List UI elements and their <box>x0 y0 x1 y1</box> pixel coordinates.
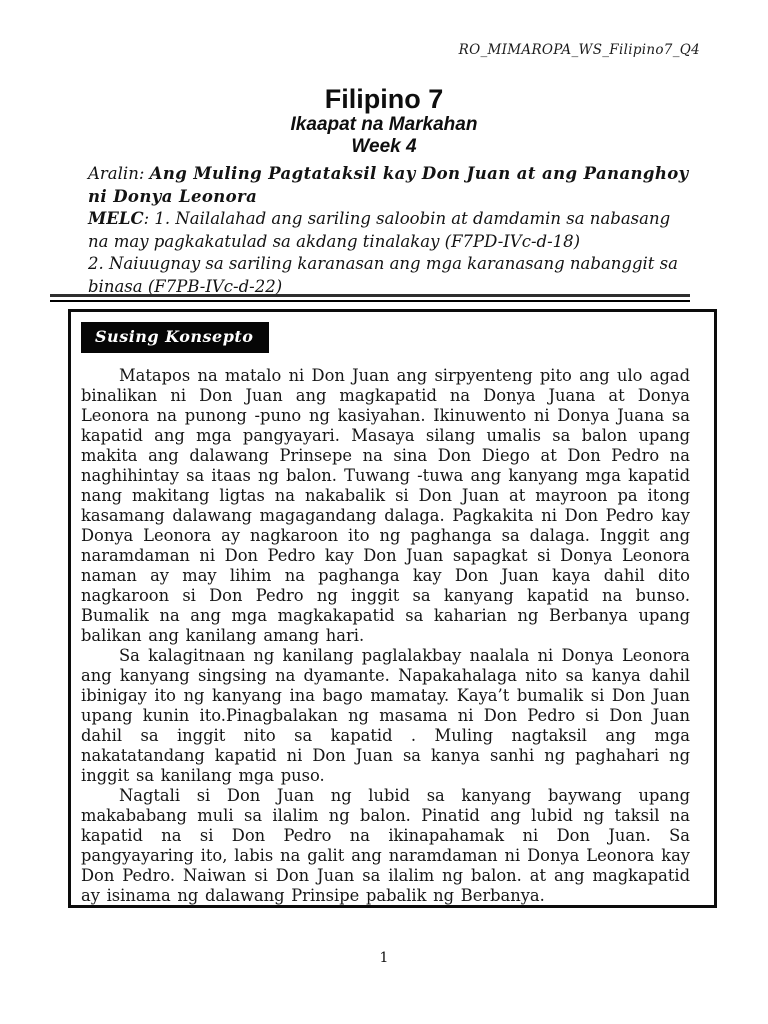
key-concept-label: Susing Konsepto <box>81 322 269 353</box>
document-code: RO_MIMAROPA_WS_Filipino7_Q4 <box>458 42 700 58</box>
title-block <box>0 84 768 158</box>
lesson-info-block <box>88 163 690 298</box>
melc-item-1: : 1. Nailalahad ang sariling saloobin at damdamin sa nabasang na may pagkakatulad sa akdang tinalakay (F7PD-IVc-d-18) <box>88 209 671 251</box>
melc-line-1 <box>88 208 690 253</box>
lesson-label: Aralin: <box>88 164 145 183</box>
week-subtitle: Week 4 <box>351 136 417 157</box>
melc-item-2: 2. Naiuugnay sa sariling karanasan ang mga karanasang nabanggit sa binasa (F7PB-IVc-d-22) <box>88 254 678 296</box>
document-title: Filipino 7 <box>324 84 444 114</box>
lesson-title: Ang Muling Pagtataksil kay Don Juan at ang Pananghoy ni Donya Leonora <box>88 164 689 206</box>
melc-label: MELC <box>88 209 144 228</box>
concept-paragraph-2: Sa kalagitnaan ng kanilang paglalakbay naalala ni Donya Leonora ang kanyang singsing na dyamante. Napakahalaga nito sa kanya dahil ibinigay ito ng kanyang ina bago mamatay. Kaya’t bumalik si Don Juan upang kunin ito.Pinagbalakan ng masama ni Don Pedro si Don Juan dahil sa inggit nito sa kapatid . Muling nagtaksil ang mga nakatatandang kapatid ni Don Juan sa kanya sanhi ng paghahari ng inggit sa kanilang mga puso. <box>81 646 690 785</box>
key-concept-body <box>81 366 690 906</box>
lesson-line <box>88 163 690 208</box>
section-divider-rule <box>50 294 690 302</box>
quarter-subtitle: Ikaapat na Markahan <box>290 114 478 135</box>
key-concept-box <box>68 309 717 908</box>
concept-paragraph-3: Nagtali si Don Juan ng lubid sa kanyang baywang upang makababang muli sa ilalim ng balon. Pinatid ang lubid ng taksil na kapatid na si Don Pedro na ikinapahamak ni Don Juan. Sa pangyayaring ito, labis na galit ang naramdaman ni Donya Leonora kay Don Pedro. Naiwan si Don Juan sa ilalim ng balon. at ang magkapatid ay isinama ng dalawang Prinsipe pabalik ng Berbanya. <box>81 786 690 905</box>
melc-line-2 <box>88 253 690 298</box>
concept-paragraph-1: Matapos na matalo ni Don Juan ang sirpyenteng pito ang ulo agad binalikan ni Don Juan ang magkapatid na Donya Juana at Donya Leonora na punong -puno ng kasiyahan. Ikinuwento ni Donya Juana sa kapatid ang mga pangyayari. Masaya silang umalis sa balon upang makita ang dalawang Prinsepe na sina Don Diego at Don Pedro na naghihintay sa itaas ng balon. Tuwang -tuwa ang kanyang mga kapatid nang makitang ligtas na nakabalik si Don Juan at mayroon pa itong kasamang dalawang magagandang dalaga. Pagkakita ni Don Pedro kay Donya Leonora ay nagkaroon ito ng paghanga sa dalaga. Inggit ang naramdaman ni Don Pedro kay Don Juan sapagkat si Donya Leonora naman ay may lihim na paghanga kay Don Juan kaya dahil dito nagkaroon si Don Pedro ng inggit sa kanyang kapatid na bunso. Bumalik na ang mga magkakapatid sa kaharian ng Berbanya upang balikan ang kanilang amang hari. <box>81 366 690 645</box>
page-number: 1 <box>379 950 389 966</box>
